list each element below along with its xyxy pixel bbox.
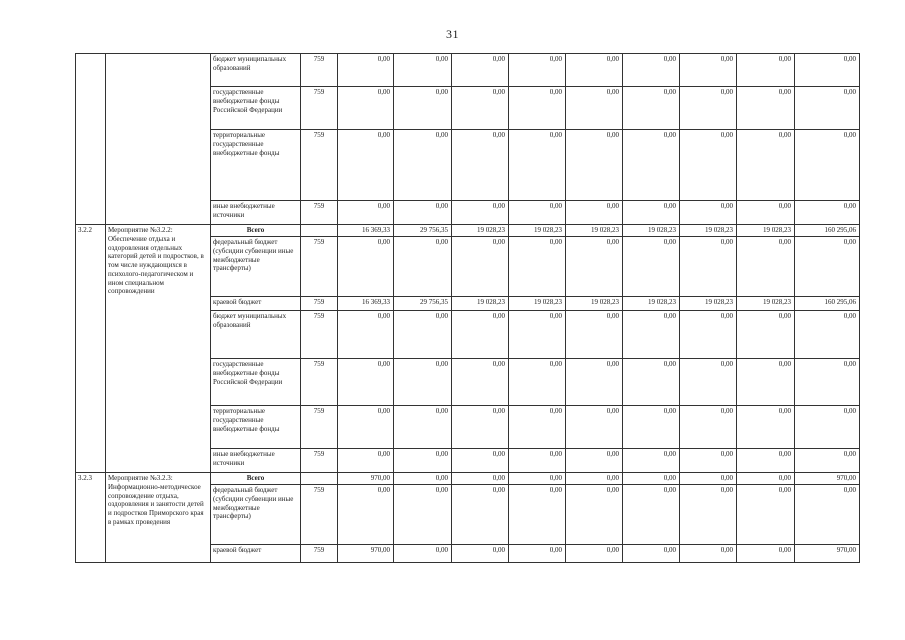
amount-cell: 0,00 [737, 406, 795, 449]
amount-cell: 970,00 [795, 473, 860, 485]
amount-cell: 0,00 [566, 54, 623, 87]
amount-cell: 0,00 [394, 359, 452, 406]
amount-cell: 0,00 [566, 545, 623, 563]
amount-cell: 0,00 [338, 311, 394, 359]
amount-cell: 0,00 [737, 485, 795, 545]
amount-cell: 19 028,23 [452, 297, 509, 311]
amount-cell: 0,00 [452, 237, 509, 297]
funding-source-cell: иные внебюджетные источники [211, 201, 301, 225]
amount-cell: 0,00 [394, 130, 452, 201]
amount-cell: 0,00 [623, 406, 680, 449]
amount-cell: 19 028,23 [623, 297, 680, 311]
code-cell: 759 [301, 406, 338, 449]
amount-cell: 0,00 [338, 87, 394, 130]
amount-cell: 970,00 [338, 473, 394, 485]
funding-source-cell: Всего [211, 473, 301, 485]
amount-cell: 19 028,23 [623, 225, 680, 237]
amount-cell: 0,00 [452, 87, 509, 130]
amount-cell: 0,00 [623, 54, 680, 87]
amount-cell: 0,00 [509, 54, 566, 87]
item-number: 3.2.3 [76, 473, 106, 563]
amount-cell: 16 369,33 [338, 297, 394, 311]
amount-cell: 0,00 [795, 87, 860, 130]
amount-cell: 0,00 [394, 406, 452, 449]
amount-cell: 0,00 [623, 449, 680, 473]
amount-cell: 0,00 [680, 449, 737, 473]
amount-cell: 0,00 [737, 54, 795, 87]
amount-cell: 0,00 [509, 130, 566, 201]
funding-source-cell: бюджет муниципальных образований [211, 54, 301, 87]
amount-cell: 0,00 [623, 237, 680, 297]
amount-cell: 29 756,35 [394, 297, 452, 311]
amount-cell: 0,00 [338, 485, 394, 545]
amount-cell: 0,00 [452, 201, 509, 225]
amount-cell: 0,00 [680, 130, 737, 201]
amount-cell: 19 028,23 [680, 225, 737, 237]
amount-cell: 970,00 [795, 545, 860, 563]
amount-cell: 0,00 [452, 311, 509, 359]
amount-cell: 0,00 [623, 359, 680, 406]
amount-cell: 0,00 [623, 473, 680, 485]
table-body [76, 54, 860, 563]
amount-cell: 0,00 [509, 359, 566, 406]
amount-cell: 0,00 [452, 545, 509, 563]
code-cell: 759 [301, 201, 338, 225]
funding-source-cell: государственные внебюджетные фонды Российской Федерации [211, 87, 301, 130]
page-number: 31 [446, 27, 459, 41]
amount-cell: 0,00 [623, 545, 680, 563]
funding-source-cell: бюджет муниципальных образований [211, 311, 301, 359]
amount-cell: 0,00 [680, 485, 737, 545]
funding-source-cell: иные внебюджетные источники [211, 449, 301, 473]
amount-cell: 0,00 [566, 311, 623, 359]
amount-cell: 0,00 [737, 201, 795, 225]
table-row [76, 225, 860, 237]
amount-cell: 0,00 [566, 130, 623, 201]
table-row [76, 54, 860, 87]
amount-cell: 0,00 [680, 406, 737, 449]
amount-cell: 19 028,23 [680, 297, 737, 311]
amount-cell: 0,00 [795, 449, 860, 473]
amount-cell: 0,00 [680, 545, 737, 563]
code-cell: 759 [301, 54, 338, 87]
funding-source-cell: федеральный бюджет (субсидии субвенции иные межбюджетные трансферты) [211, 485, 301, 545]
amount-cell: 0,00 [566, 237, 623, 297]
amount-cell: 0,00 [394, 54, 452, 87]
code-cell [301, 225, 338, 237]
amount-cell: 0,00 [509, 311, 566, 359]
budget-table [75, 53, 860, 563]
code-cell: 759 [301, 359, 338, 406]
amount-cell: 0,00 [680, 473, 737, 485]
amount-cell: 0,00 [737, 449, 795, 473]
amount-cell: 0,00 [680, 201, 737, 225]
amount-cell: 19 028,23 [737, 297, 795, 311]
amount-cell: 0,00 [795, 359, 860, 406]
code-cell: 759 [301, 87, 338, 130]
code-cell [301, 473, 338, 485]
amount-cell: 0,00 [795, 130, 860, 201]
funding-source-cell: территориальные государственные внебюджетные фонды [211, 130, 301, 201]
amount-cell: 0,00 [452, 130, 509, 201]
amount-cell: 0,00 [566, 449, 623, 473]
amount-cell: 0,00 [623, 130, 680, 201]
amount-cell: 0,00 [795, 201, 860, 225]
amount-cell: 0,00 [452, 485, 509, 545]
amount-cell: 0,00 [737, 545, 795, 563]
amount-cell: 19 028,23 [509, 297, 566, 311]
amount-cell: 19 028,23 [566, 225, 623, 237]
amount-cell: 0,00 [452, 54, 509, 87]
code-cell: 759 [301, 237, 338, 297]
amount-cell: 0,00 [623, 485, 680, 545]
amount-cell: 0,00 [680, 359, 737, 406]
amount-cell: 0,00 [566, 87, 623, 130]
amount-cell: 0,00 [737, 237, 795, 297]
amount-cell: 0,00 [737, 311, 795, 359]
amount-cell: 0,00 [680, 87, 737, 130]
amount-cell: 0,00 [509, 87, 566, 130]
amount-cell: 0,00 [623, 311, 680, 359]
amount-cell: 0,00 [566, 201, 623, 225]
amount-cell: 160 295,06 [795, 297, 860, 311]
amount-cell: 0,00 [680, 237, 737, 297]
amount-cell: 16 369,33 [338, 225, 394, 237]
number-cell-empty [76, 54, 106, 225]
name-cell-empty [106, 54, 211, 225]
amount-cell: 0,00 [452, 406, 509, 449]
amount-cell: 0,00 [680, 54, 737, 87]
amount-cell: 0,00 [338, 54, 394, 87]
item-name: Мероприятие №3.2.2: Обеспечение отдыха и оздоровления отдельных категорий детей и подростков, в том числе нуждающихся в психолого-педагогическом и ином специальном сопровождении [106, 225, 211, 473]
amount-cell: 0,00 [394, 485, 452, 545]
code-cell: 759 [301, 449, 338, 473]
item-name: Мероприятие №3.2.3: Информационно-методическое сопровождение отдыха, оздоровления и занятости детей и подростков Приморского края в рамках проведения [106, 473, 211, 563]
amount-cell: 0,00 [394, 473, 452, 485]
amount-cell: 0,00 [338, 201, 394, 225]
amount-cell: 0,00 [509, 406, 566, 449]
amount-cell: 0,00 [338, 449, 394, 473]
amount-cell: 19 028,23 [566, 297, 623, 311]
amount-cell: 0,00 [338, 359, 394, 406]
amount-cell: 0,00 [566, 473, 623, 485]
code-cell: 759 [301, 297, 338, 311]
funding-source-cell: федеральный бюджет (субсидии субвенции иные межбюджетные трансферты) [211, 237, 301, 297]
funding-source-cell: краевой бюджет [211, 545, 301, 563]
amount-cell: 0,00 [338, 237, 394, 297]
amount-cell: 19 028,23 [737, 225, 795, 237]
funding-source-cell: территориальные государственные внебюджетные фонды [211, 406, 301, 449]
amount-cell: 0,00 [509, 473, 566, 485]
amount-cell: 0,00 [566, 485, 623, 545]
amount-cell: 0,00 [509, 201, 566, 225]
amount-cell: 970,00 [338, 545, 394, 563]
amount-cell: 0,00 [509, 485, 566, 545]
amount-cell: 0,00 [795, 485, 860, 545]
amount-cell: 0,00 [509, 237, 566, 297]
table-row [76, 473, 860, 485]
amount-cell: 0,00 [737, 473, 795, 485]
amount-cell: 0,00 [394, 201, 452, 225]
funding-source-cell: государственные внебюджетные фонды Российской Федерации [211, 359, 301, 406]
code-cell: 759 [301, 485, 338, 545]
code-cell: 759 [301, 130, 338, 201]
item-number: 3.2.2 [76, 225, 106, 473]
amount-cell: 0,00 [452, 473, 509, 485]
amount-cell: 160 295,06 [795, 225, 860, 237]
funding-source-cell: краевой бюджет [211, 297, 301, 311]
amount-cell: 0,00 [452, 449, 509, 473]
amount-cell: 0,00 [394, 237, 452, 297]
amount-cell: 0,00 [623, 201, 680, 225]
amount-cell: 0,00 [737, 130, 795, 201]
amount-cell: 0,00 [795, 406, 860, 449]
code-cell: 759 [301, 311, 338, 359]
amount-cell: 0,00 [737, 87, 795, 130]
amount-cell: 0,00 [566, 359, 623, 406]
amount-cell: 0,00 [737, 359, 795, 406]
code-cell: 759 [301, 545, 338, 563]
amount-cell: 19 028,23 [509, 225, 566, 237]
amount-cell: 19 028,23 [452, 225, 509, 237]
amount-cell: 0,00 [394, 87, 452, 130]
amount-cell: 0,00 [623, 87, 680, 130]
amount-cell: 0,00 [795, 311, 860, 359]
amount-cell: 0,00 [338, 406, 394, 449]
amount-cell: 0,00 [795, 237, 860, 297]
amount-cell: 0,00 [795, 54, 860, 87]
amount-cell: 0,00 [452, 359, 509, 406]
amount-cell: 0,00 [394, 545, 452, 563]
amount-cell: 0,00 [566, 406, 623, 449]
amount-cell: 0,00 [394, 449, 452, 473]
amount-cell: 0,00 [394, 311, 452, 359]
amount-cell: 0,00 [509, 545, 566, 563]
amount-cell: 0,00 [680, 311, 737, 359]
amount-cell: 0,00 [338, 130, 394, 201]
amount-cell: 29 756,35 [394, 225, 452, 237]
funding-source-cell: Всего [211, 225, 301, 237]
amount-cell: 0,00 [509, 449, 566, 473]
